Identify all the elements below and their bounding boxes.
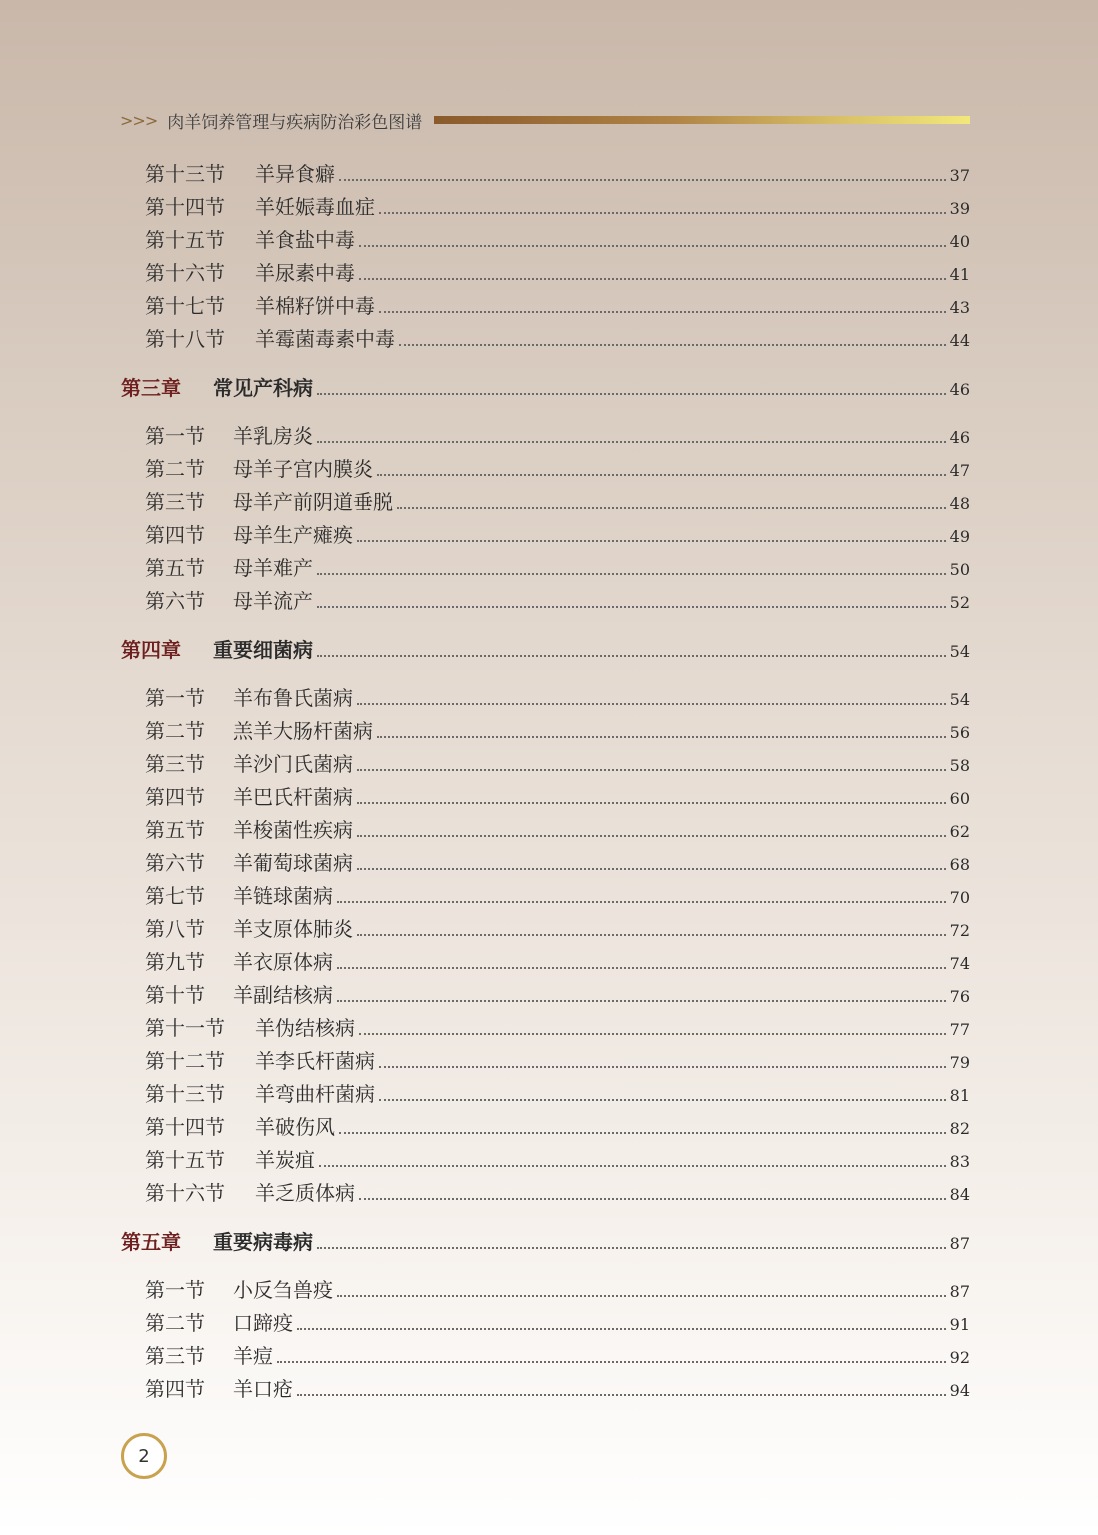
entry-title: 羊布鲁氏菌病 xyxy=(233,686,353,710)
dot-leader xyxy=(359,245,946,247)
running-header xyxy=(120,106,970,134)
entry-number: 第十八节 xyxy=(145,327,225,351)
entry-title: 母羊难产 xyxy=(233,556,313,580)
entry-page: 76 xyxy=(949,987,970,1006)
entry-page: 48 xyxy=(949,494,970,513)
entry-title: 羊弯曲杆菌病 xyxy=(255,1082,375,1106)
entry-title: 羊炭疽 xyxy=(255,1148,315,1172)
dot-leader xyxy=(357,835,946,837)
entry-number: 第三节 xyxy=(145,752,205,776)
entry-number: 第十六节 xyxy=(145,261,225,285)
entry-number: 第五节 xyxy=(145,556,205,580)
toc-section-entry[interactable] xyxy=(145,420,970,453)
toc-section-entry[interactable] xyxy=(145,1078,970,1111)
toc-section-entry[interactable] xyxy=(145,1340,970,1373)
entry-number: 第六节 xyxy=(145,589,205,613)
dot-leader xyxy=(337,1000,946,1002)
toc-section-entry[interactable] xyxy=(145,682,970,715)
entry-number: 第九节 xyxy=(145,950,205,974)
toc-section-entry[interactable] xyxy=(145,290,970,323)
entry-title: 母羊生产瘫痪 xyxy=(233,523,353,547)
toc-section-entry[interactable] xyxy=(145,946,970,979)
dot-leader xyxy=(317,655,946,657)
entry-page: 60 xyxy=(949,789,970,808)
toc-section-entry[interactable] xyxy=(145,191,970,224)
entry-page: 72 xyxy=(949,921,970,940)
toc-section-entry[interactable] xyxy=(145,880,970,913)
entry-number: 第十七节 xyxy=(145,294,225,318)
toc-chapter-entry[interactable] xyxy=(121,626,970,674)
entry-page: 92 xyxy=(949,1348,970,1367)
entry-title: 羊乏质体病 xyxy=(255,1181,355,1205)
toc-chapter-entry[interactable] xyxy=(121,1218,970,1266)
entry-title: 常见产科病 xyxy=(213,376,313,400)
entry-title: 重要病毒病 xyxy=(213,1230,313,1254)
entry-number: 第一节 xyxy=(145,686,205,710)
entry-number: 第五节 xyxy=(145,818,205,842)
entry-number: 第六节 xyxy=(145,851,205,875)
toc-section-entry[interactable] xyxy=(145,1144,970,1177)
entry-number: 第十三节 xyxy=(145,1082,225,1106)
toc-section-entry[interactable] xyxy=(145,257,970,290)
entry-number: 第十四节 xyxy=(145,195,225,219)
entry-title: 羊破伤风 xyxy=(255,1115,335,1139)
header-rule xyxy=(434,116,970,124)
entry-title: 羊葡萄球菌病 xyxy=(233,851,353,875)
toc-section-entry[interactable] xyxy=(145,847,970,880)
entry-number: 第一节 xyxy=(145,424,205,448)
dot-leader xyxy=(377,474,946,476)
entry-title: 重要细菌病 xyxy=(213,638,313,662)
dot-leader xyxy=(359,278,946,280)
dot-leader xyxy=(377,736,946,738)
dot-leader xyxy=(297,1394,946,1396)
toc-section-entry[interactable] xyxy=(145,979,970,1012)
toc-section-entry[interactable] xyxy=(145,781,970,814)
entry-number: 第三节 xyxy=(145,490,205,514)
toc-section-entry[interactable] xyxy=(145,1111,970,1144)
entry-page: 82 xyxy=(949,1119,970,1138)
toc-section-entry[interactable] xyxy=(145,748,970,781)
table-of-contents xyxy=(0,158,1098,1406)
entry-title: 羊链球菌病 xyxy=(233,884,333,908)
dot-leader xyxy=(357,703,946,705)
entry-title: 母羊子宫内膜炎 xyxy=(233,457,373,481)
dot-leader xyxy=(379,1066,946,1068)
dot-leader xyxy=(317,1247,946,1249)
entry-number: 第三章 xyxy=(121,376,181,400)
entry-page: 52 xyxy=(949,593,970,612)
dot-leader xyxy=(379,1099,946,1101)
dot-leader xyxy=(357,769,946,771)
entry-page: 43 xyxy=(949,298,970,317)
entry-page: 79 xyxy=(949,1053,970,1072)
dot-leader xyxy=(359,1033,946,1035)
entry-number: 第四节 xyxy=(145,523,205,547)
dot-leader xyxy=(319,1165,946,1167)
entry-title: 羊李氏杆菌病 xyxy=(255,1049,375,1073)
entry-title: 母羊流产 xyxy=(233,589,313,613)
page-number-label: 2 xyxy=(138,1445,150,1467)
dot-leader xyxy=(337,901,946,903)
entry-title: 羊口疮 xyxy=(233,1377,293,1401)
entry-title: 羔羊大肠杆菌病 xyxy=(233,719,373,743)
entry-title: 羊痘 xyxy=(233,1344,273,1368)
entry-page: 47 xyxy=(949,461,970,480)
toc-section-entry[interactable] xyxy=(145,585,970,618)
page-number xyxy=(121,1433,167,1479)
entry-page: 84 xyxy=(949,1185,970,1204)
entry-number: 第十六节 xyxy=(145,1181,225,1205)
chevrons-icon: >>> xyxy=(120,110,158,130)
entry-title: 口蹄疫 xyxy=(233,1311,293,1335)
entry-title: 羊乳房炎 xyxy=(233,424,313,448)
entry-page: 94 xyxy=(949,1381,970,1400)
entry-number: 第十三节 xyxy=(145,162,225,186)
dot-leader xyxy=(357,540,946,542)
entry-title: 羊妊娠毒血症 xyxy=(255,195,375,219)
entry-number: 第四节 xyxy=(145,785,205,809)
toc-section-entry[interactable] xyxy=(145,552,970,585)
entry-number: 第十四节 xyxy=(145,1115,225,1139)
entry-page: 58 xyxy=(949,756,970,775)
toc-section-entry[interactable] xyxy=(145,486,970,519)
toc-section-entry[interactable] xyxy=(145,715,970,748)
entry-number: 第十五节 xyxy=(145,1148,225,1172)
entry-number: 第七节 xyxy=(145,884,205,908)
entry-page: 68 xyxy=(949,855,970,874)
entry-page: 56 xyxy=(949,723,970,742)
entry-page: 50 xyxy=(949,560,970,579)
entry-page: 87 xyxy=(949,1282,970,1301)
entry-title: 羊伪结核病 xyxy=(255,1016,355,1040)
entry-page: 83 xyxy=(949,1152,970,1171)
entry-number: 第五章 xyxy=(121,1230,181,1254)
dot-leader xyxy=(317,573,946,575)
dot-leader xyxy=(317,606,946,608)
entry-page: 74 xyxy=(949,954,970,973)
entry-number: 第十五节 xyxy=(145,228,225,252)
entry-page: 81 xyxy=(949,1086,970,1105)
toc-section-entry[interactable] xyxy=(145,913,970,946)
toc-section-entry[interactable] xyxy=(145,453,970,486)
toc-section-entry[interactable] xyxy=(145,1177,970,1210)
dot-leader xyxy=(337,967,946,969)
entry-number: 第一节 xyxy=(145,1278,205,1302)
entry-title: 羊巴氏杆菌病 xyxy=(233,785,353,809)
entry-title: 羊衣原体病 xyxy=(233,950,333,974)
entry-page: 54 xyxy=(949,690,970,709)
toc-section-entry[interactable] xyxy=(145,1307,970,1340)
entry-title: 母羊产前阴道垂脱 xyxy=(233,490,393,514)
toc-section-entry[interactable] xyxy=(145,158,970,191)
entry-title: 羊霉菌毒素中毒 xyxy=(255,327,395,351)
entry-number: 第十节 xyxy=(145,983,205,1007)
entry-title: 羊棉籽饼中毒 xyxy=(255,294,375,318)
entry-page: 49 xyxy=(949,527,970,546)
entry-page: 62 xyxy=(949,822,970,841)
dot-leader xyxy=(397,507,946,509)
entry-page: 46 xyxy=(949,428,970,447)
entry-number: 第二节 xyxy=(145,719,205,743)
entry-title: 小反刍兽疫 xyxy=(233,1278,333,1302)
dot-leader xyxy=(379,212,946,214)
toc-section-entry[interactable] xyxy=(145,814,970,847)
dot-leader xyxy=(379,311,946,313)
entry-page: 54 xyxy=(949,642,970,661)
toc-chapter-entry[interactable] xyxy=(121,364,970,412)
entry-number: 第三节 xyxy=(145,1344,205,1368)
entry-title: 羊食盐中毒 xyxy=(255,228,355,252)
toc-section-entry[interactable] xyxy=(145,323,970,356)
entry-title: 羊支原体肺炎 xyxy=(233,917,353,941)
entry-number: 第八节 xyxy=(145,917,205,941)
entry-title: 羊副结核病 xyxy=(233,983,333,1007)
dot-leader xyxy=(297,1328,946,1330)
dot-leader xyxy=(357,934,946,936)
toc-section-entry[interactable] xyxy=(145,224,970,257)
entry-page: 39 xyxy=(949,199,970,218)
toc-section-entry[interactable] xyxy=(145,519,970,552)
entry-page: 46 xyxy=(949,380,970,399)
entry-number: 第四节 xyxy=(145,1377,205,1401)
dot-leader xyxy=(357,802,946,804)
entry-title: 羊尿素中毒 xyxy=(255,261,355,285)
dot-leader xyxy=(339,1132,946,1134)
entry-number: 第二节 xyxy=(145,1311,205,1335)
dot-leader xyxy=(317,441,946,443)
toc-section-entry[interactable] xyxy=(145,1045,970,1078)
entry-page: 77 xyxy=(949,1020,970,1039)
toc-section-entry[interactable] xyxy=(145,1012,970,1045)
dot-leader xyxy=(339,179,946,181)
entry-page: 37 xyxy=(949,166,970,185)
toc-section-entry[interactable] xyxy=(145,1373,970,1406)
toc-section-entry[interactable] xyxy=(145,1274,970,1307)
entry-number: 第四章 xyxy=(121,638,181,662)
entry-page: 87 xyxy=(949,1234,970,1253)
entry-page: 40 xyxy=(949,232,970,251)
entry-page: 44 xyxy=(949,331,970,350)
dot-leader xyxy=(317,393,946,395)
entry-page: 91 xyxy=(949,1315,970,1334)
dot-leader xyxy=(357,868,946,870)
dot-leader xyxy=(399,344,946,346)
entry-title: 羊沙门氏菌病 xyxy=(233,752,353,776)
entry-title: 羊异食癖 xyxy=(255,162,335,186)
entry-number: 第十一节 xyxy=(145,1016,225,1040)
entry-number: 第二节 xyxy=(145,457,205,481)
dot-leader xyxy=(359,1198,946,1200)
entry-number: 第十二节 xyxy=(145,1049,225,1073)
book-title: 肉羊饲养管理与疾病防治彩色图谱 xyxy=(167,112,423,133)
entry-title: 羊梭菌性疾病 xyxy=(233,818,353,842)
dot-leader xyxy=(277,1361,946,1363)
entry-page: 70 xyxy=(949,888,970,907)
dot-leader xyxy=(337,1295,946,1297)
entry-page: 41 xyxy=(949,265,970,284)
